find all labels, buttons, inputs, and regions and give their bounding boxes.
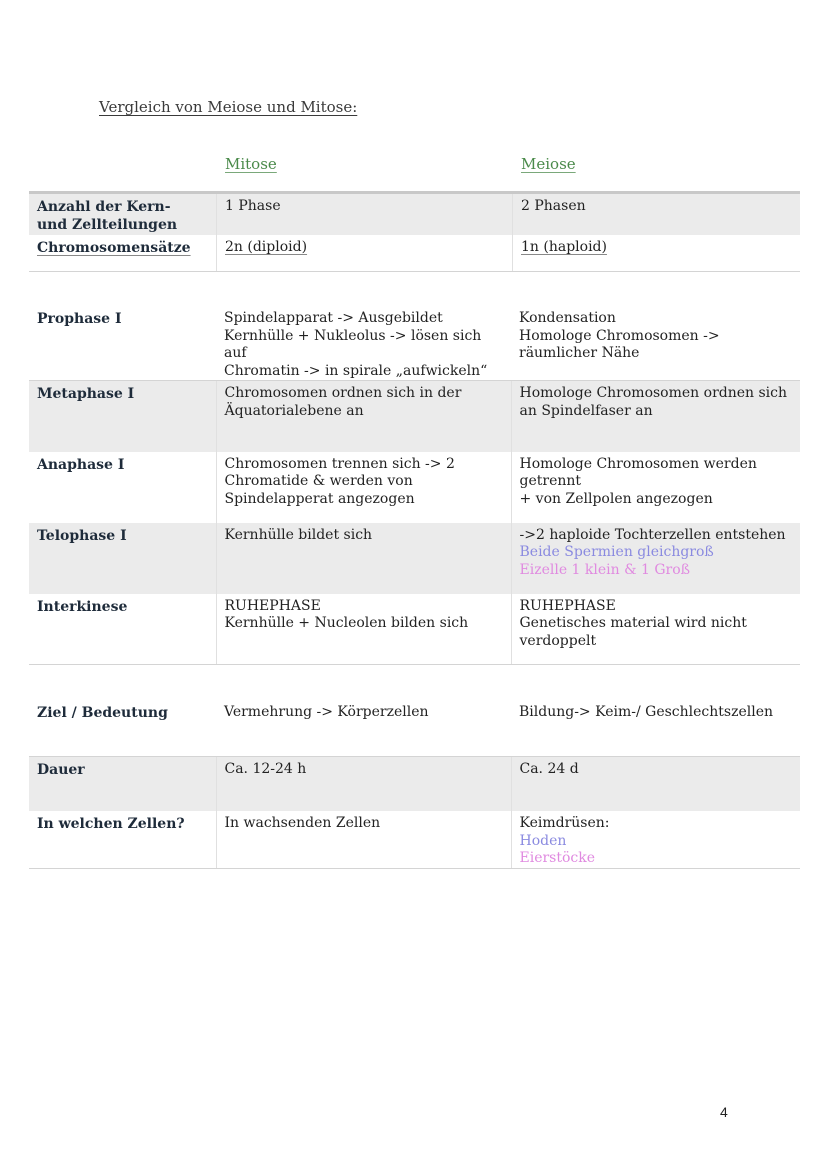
row-label: Anzahl der Kern- und Zellteilungen xyxy=(29,193,217,235)
row-label: Interkinese xyxy=(29,594,216,665)
table-row xyxy=(29,452,800,523)
cell-mitose: 1 Phase xyxy=(217,193,513,235)
cell-mitose xyxy=(217,235,513,272)
table-row xyxy=(29,235,800,272)
cell-meiose: Homologe Chromosomen ordnen sich an Spindelfaser an xyxy=(511,381,800,452)
row-label: Dauer xyxy=(29,756,216,811)
row-label: Metaphase I xyxy=(29,381,216,452)
table-row xyxy=(29,811,800,868)
page-number: 4 xyxy=(720,1104,728,1120)
annotation-pink: Eizelle 1 klein & 1 Groß xyxy=(519,561,691,578)
cell-meiose: 2 Phasen xyxy=(513,193,801,235)
cell-mitose: Chromosomen trennen sich -> 2 Chromatide & werden von Spindelapperat angezogen xyxy=(216,452,511,523)
cell-meiose xyxy=(511,811,800,868)
table-summary xyxy=(29,700,800,869)
cell-meiose xyxy=(513,235,801,272)
cell-meiose xyxy=(511,523,800,594)
cell-mitose: In wachsenden Zellen xyxy=(216,811,511,868)
row-label: Ziel / Bedeutung xyxy=(37,705,168,721)
table-row xyxy=(29,756,800,811)
cell-meiose: Homologe Chromosomen werden getrennt + von Zellpolen angezogen xyxy=(511,452,800,523)
column-header-mitose: Mitose xyxy=(225,155,277,173)
cell-mitose: Kernhülle bildet sich xyxy=(216,523,511,594)
cell-text: Keimdrüsen: xyxy=(519,815,610,831)
table-row xyxy=(29,381,800,452)
table-overview xyxy=(29,191,800,272)
cell-text: 1n (haploid) xyxy=(521,238,607,255)
row-label-text: Chromosomensätze xyxy=(37,239,191,256)
cell-mitose: Vermehrung -> Körperzellen xyxy=(224,704,429,720)
cell-text: ->2 haploide Tochterzellen entstehen xyxy=(519,526,786,543)
table-row xyxy=(29,523,800,594)
annotation-blue: Beide Spermien gleichgroß xyxy=(519,544,714,560)
row-label: Telophase I xyxy=(29,523,216,594)
row-label: Anaphase I xyxy=(37,456,125,473)
table-row xyxy=(29,193,800,235)
row-label xyxy=(29,235,217,272)
cell-meiose: Bildung-> Keim-/ Geschlechtszellen xyxy=(519,704,773,720)
annotation-pink: Eierstöcke xyxy=(519,850,596,866)
cell-mitose: Chromosomen ordnen sich in der Äquatorialebene an xyxy=(216,381,511,452)
annotation-blue: Hoden xyxy=(519,832,567,849)
row-label: Prophase I xyxy=(37,311,122,327)
cell-mitose: RUHEPHASE Kernhülle + Nucleolen bilden sich xyxy=(216,594,511,665)
table-phases xyxy=(29,306,800,665)
table-row xyxy=(29,306,800,381)
column-header-meiose: Meiose xyxy=(521,155,576,173)
cell-mitose: Ca. 12-24 h xyxy=(216,756,511,811)
table-row xyxy=(29,700,800,756)
row-label: In welchen Zellen? xyxy=(29,811,216,868)
document-title: Vergleich von Meiose und Mitose: xyxy=(99,98,358,116)
table-row xyxy=(29,594,800,665)
cell-text: 2n (diploid) xyxy=(225,238,308,255)
cell-meiose: RUHEPHASE Genetisches material wird nicht verdoppelt xyxy=(511,594,800,665)
cell-meiose: Kondensation Homologe Chromosomen -> räumlicher Nähe xyxy=(519,310,720,361)
cell-mitose: Spindelapparat -> Ausgebildet Kernhülle + Nukleolus -> lösen sich auf Chromatin -> in spirale „aufwickeln“ xyxy=(224,310,488,379)
cell-meiose: Ca. 24 d xyxy=(511,756,800,811)
